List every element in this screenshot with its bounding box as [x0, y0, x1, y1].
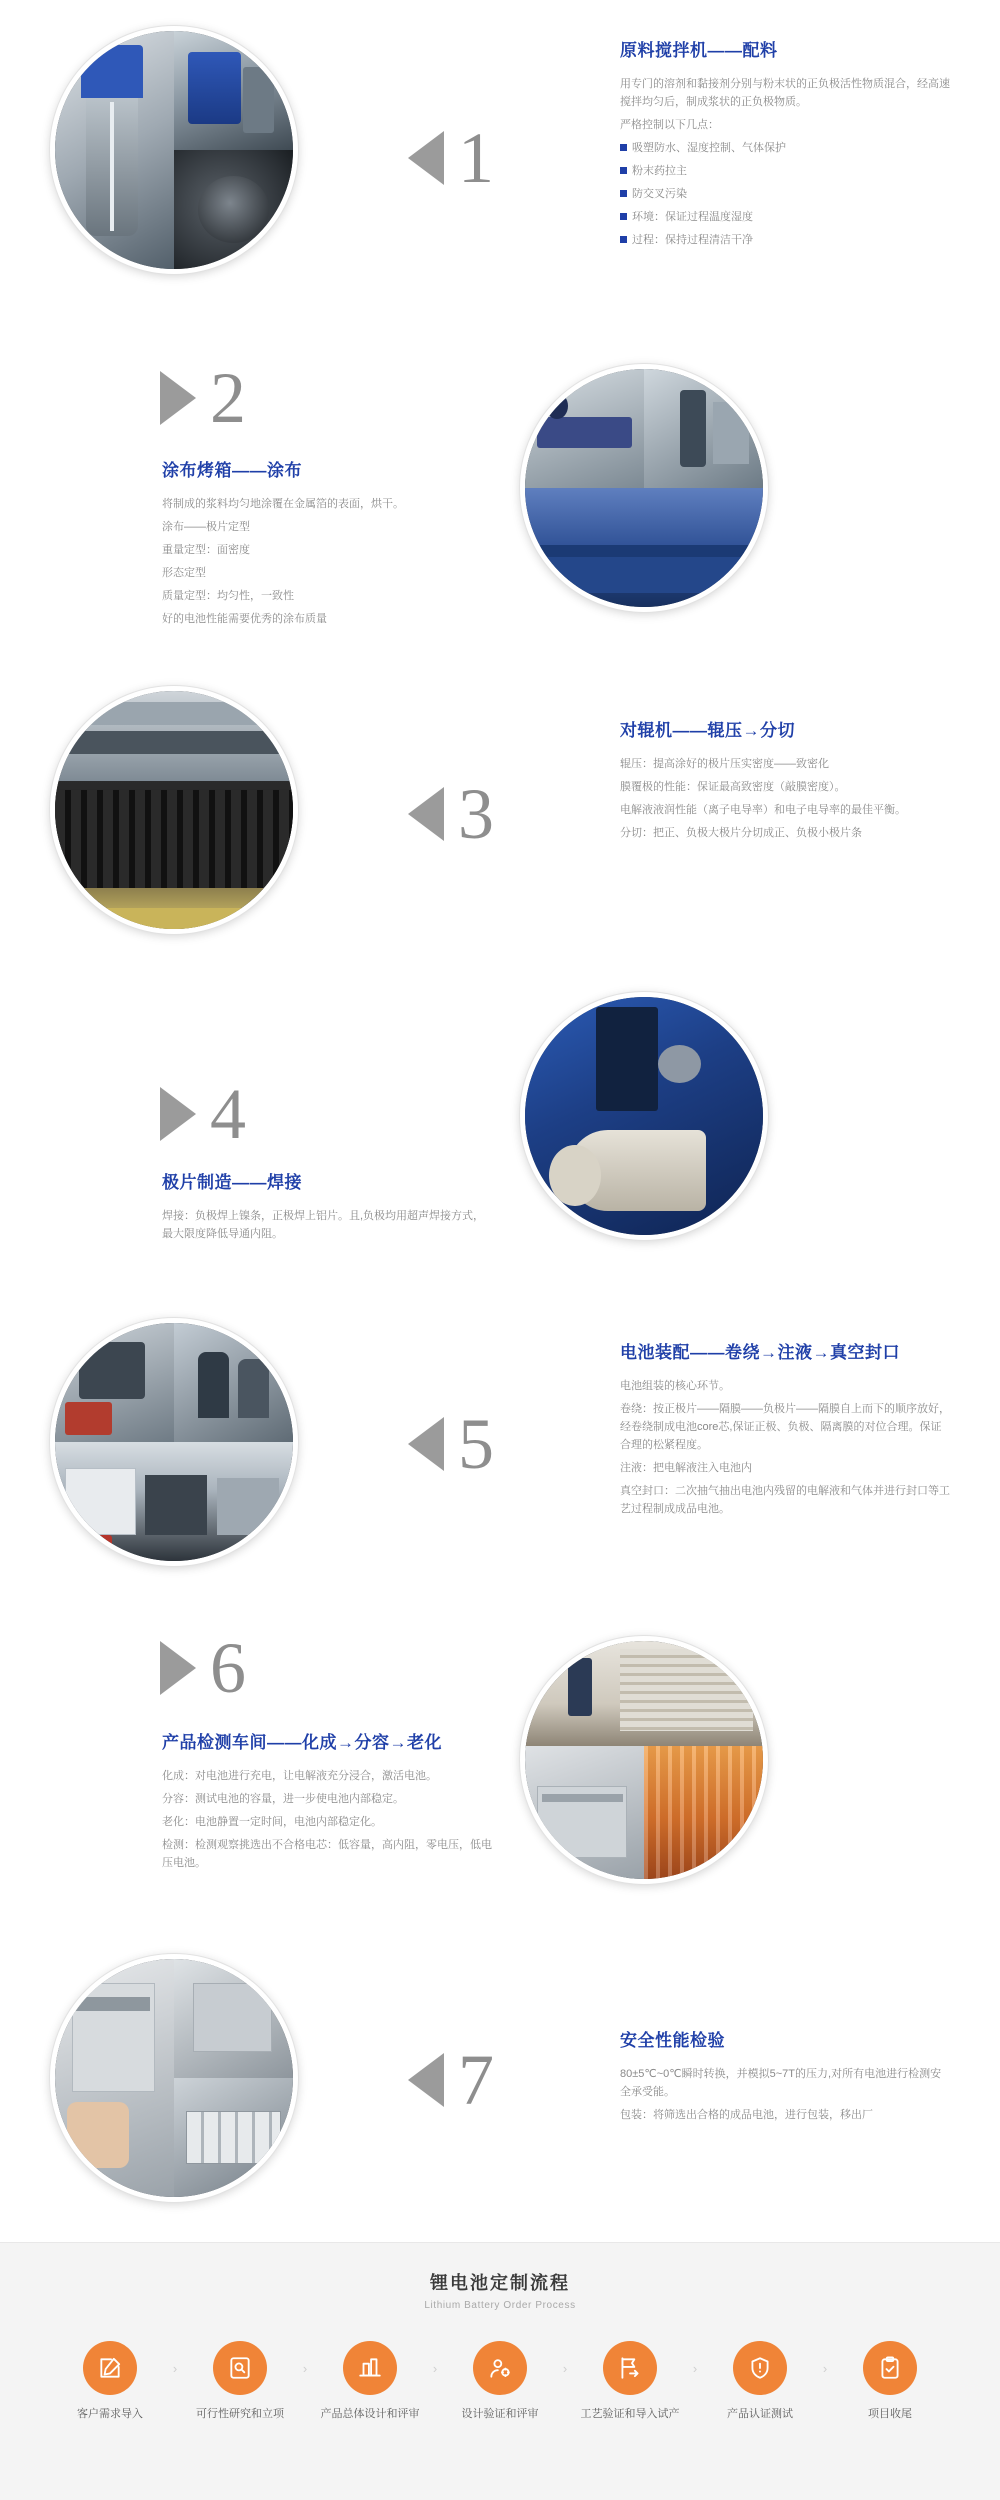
step-7-text — [620, 2026, 950, 2129]
step-1-title: 原料搅拌机——配料 — [620, 41, 778, 60]
flow-item-7[interactable] — [838, 2341, 942, 2422]
export-flag-icon — [603, 2341, 657, 2395]
photo-formation-cabinet — [525, 1641, 763, 1746]
step-7-number: 7 — [458, 2040, 494, 2120]
document-search-icon — [213, 2341, 267, 2395]
flow-item-2[interactable] — [188, 2341, 292, 2422]
bullet-square-icon — [620, 144, 627, 151]
step-5-line-2: 注液：把电解液注入电池内 — [620, 1462, 752, 1474]
arrow-right-icon — [160, 1087, 196, 1141]
step-3-text — [620, 716, 950, 847]
step-7-line-1: 包装：将筛选出合格的成品电池，进行包装，移出厂 — [620, 2109, 873, 2121]
photo-winding-machine — [55, 1323, 174, 1442]
step-1-photo-cluster — [50, 26, 298, 274]
step-1-line-2 — [620, 139, 950, 157]
step-3-title: 对辊机——辊压→分切 — [620, 721, 795, 740]
flow-arrow-2: › — [302, 2361, 308, 2376]
flow-item-3[interactable] — [318, 2341, 422, 2422]
step-2-title: 涂布烤箱——涂布 — [162, 461, 302, 480]
step-2-text — [162, 456, 492, 633]
step-3-number: 3 — [458, 774, 494, 854]
step-5 — [0, 1290, 1000, 1608]
step-6-line-2: 老化：电池静置一定时间，电池内部稳定化。 — [162, 1816, 382, 1828]
photo-ultrasonic-welder — [525, 997, 763, 1235]
flow-arrow-6: › — [822, 2361, 828, 2376]
step-3-line-1: 膜覆极的性能：保证最高致密度（敲膜密度）。 — [620, 781, 846, 793]
step-5-line-0: 电池组装的核心环节。 — [620, 1380, 730, 1392]
bullet-square-icon — [620, 213, 627, 220]
step-7 — [0, 1926, 1000, 2244]
flow-item-6-label: 产品认证测试 — [727, 2408, 793, 2420]
step-4-text — [162, 1168, 492, 1248]
arrow-left-icon — [408, 787, 444, 841]
step-5-line-3: 真空封口：二次抽气抽出电池内残留的电解液和气体并进行封口等工艺过程制成成品电池。 — [620, 1485, 950, 1515]
step-3-line-3: 分切：把正、负极大极片分切成正、负极小极片条 — [620, 827, 862, 839]
step-3-line-0: 辊压：提高涂好的极片压实密度——致密化 — [620, 758, 829, 770]
step-1-line-6 — [620, 231, 950, 249]
photo-testing-workshop — [525, 1746, 644, 1879]
step-6 — [0, 1608, 1000, 1926]
user-settings-icon — [473, 2341, 527, 2395]
step-5-title: 电池装配——卷绕→注液→真空封口 — [620, 1343, 900, 1362]
step-4-marker — [160, 1074, 246, 1154]
step-1 — [0, 18, 1000, 336]
photo-safety-test-chamber — [174, 1959, 293, 2078]
flow-item-5-label: 工艺验证和导入试产 — [580, 2408, 680, 2420]
arrow-right-icon — [160, 1641, 196, 1695]
step-1-line-4 — [620, 185, 950, 203]
flow-item-2-label: 可行性研究和立项 — [196, 2408, 284, 2420]
step-2-line-5: 好的电池性能需要优秀的涂布质量 — [162, 613, 327, 625]
flow-item-7-label: 项目收尾 — [868, 2408, 912, 2420]
process-flow — [0, 2341, 1000, 2422]
step-4-photo-cluster — [520, 992, 768, 1240]
step-4-line-0: 焊接：负极焊上镍条，正极焊上铝片。且,负极均用超声焊接方式，最大限度降低导通内阻。 — [162, 1210, 485, 1240]
step-3-line-2: 电解液液润性能（离子电导率）和电子电导率的最佳平衡。 — [620, 804, 906, 816]
flow-item-4[interactable] — [448, 2341, 552, 2422]
step-6-text — [162, 1728, 492, 1877]
step-1-line-1: 严格控制以下几点： — [620, 119, 719, 131]
photo-battery-test-rack — [55, 1959, 174, 2197]
shield-alert-icon — [733, 2341, 787, 2395]
footer-title-block — [0, 2243, 1000, 2311]
step-5-text — [620, 1338, 950, 1523]
step-2-line-1: 涂布——极片定型 — [162, 521, 250, 533]
flow-arrow-5: › — [692, 2361, 698, 2376]
step-5-number: 5 — [458, 1404, 494, 1484]
step-6-photo-cluster — [520, 1636, 768, 1884]
photo-mixer-bowl-dark — [174, 150, 293, 269]
order-process-footer — [0, 2242, 1000, 2500]
photo-aging-rack-orange — [644, 1746, 763, 1879]
step-6-number: 6 — [210, 1628, 246, 1708]
step-3-photo-cluster — [50, 686, 298, 934]
step-6-marker — [160, 1628, 246, 1708]
clipboard-check-icon — [863, 2341, 917, 2395]
step-1-line-3-label: 粉末药拉主 — [632, 165, 687, 177]
step-7-marker — [408, 2040, 494, 2120]
flow-arrow-4: › — [562, 2361, 568, 2376]
step-1-marker — [408, 118, 494, 198]
arrow-left-icon — [408, 131, 444, 185]
step-7-line-0: 80±5℃~0℃瞬时转换，并模拟5~7T的压力,对所有电池进行检测安全承受能。 — [620, 2068, 942, 2098]
step-1-line-4-label: 防交叉污染 — [632, 188, 687, 200]
arrow-right-icon — [160, 371, 196, 425]
step-6-line-0: 化成：对电池进行充电，让电解液充分浸合，激活电池。 — [162, 1770, 437, 1782]
photo-vacuum-sealing-line — [55, 1442, 293, 1561]
step-5-photo-cluster — [50, 1318, 298, 1566]
flow-item-6[interactable] — [708, 2341, 812, 2422]
bullet-square-icon — [620, 190, 627, 197]
bullet-square-icon — [620, 167, 627, 174]
step-7-title: 安全性能检验 — [620, 2031, 725, 2050]
photo-slitting-rolls — [55, 691, 293, 781]
photo-assembly-workers — [174, 1323, 293, 1442]
photo-mixer-vessel-steel — [55, 31, 174, 269]
photo-coating-oven-blue — [525, 488, 763, 607]
step-4-number: 4 — [210, 1074, 246, 1154]
photo-electrode-foil-strips — [55, 781, 293, 929]
step-1-text — [620, 36, 950, 254]
step-4-title: 极片制造——焊接 — [162, 1173, 302, 1192]
step-1-line-5-label: 环境：保证过程温度湿度 — [632, 211, 753, 223]
step-2-line-2: 重量定型：面密度 — [162, 544, 250, 556]
step-2-line-4: 质量定型：均匀性，一致性 — [162, 590, 294, 602]
flow-item-3-label: 产品总体设计和评审 — [320, 2408, 420, 2420]
blueprint-icon — [343, 2341, 397, 2395]
step-2-photo-cluster — [520, 364, 768, 612]
step-2-line-3: 形态定型 — [162, 567, 206, 579]
flow-item-1[interactable] — [58, 2341, 162, 2422]
arrow-left-icon — [408, 1417, 444, 1471]
step-2-number: 2 — [210, 358, 246, 438]
step-2-line-0: 将制成的浆料均匀地涂覆在金属箔的表面，烘干。 — [162, 498, 404, 510]
step-6-title: 产品检测车间——化成→分容→老化 — [162, 1733, 442, 1752]
flow-item-1-label: 客户需求导入 — [77, 2408, 143, 2420]
step-1-line-6-label: 过程：保持过程清洁干净 — [632, 234, 753, 246]
flow-item-5[interactable] — [578, 2341, 682, 2422]
step-6-line-1: 分容：测试电池的容量，进一步使电池内部稳定。 — [162, 1793, 404, 1805]
step-1-line-5 — [620, 208, 950, 226]
photo-mixer-tank-blue — [174, 31, 293, 150]
step-2 — [0, 336, 1000, 654]
step-7-photo-cluster — [50, 1954, 298, 2202]
step-3 — [0, 654, 1000, 972]
bullet-square-icon — [620, 236, 627, 243]
step-6-line-3: 检测：检测观察挑选出不合格电芯：低容量，高内阻，零电压，低电压电池。 — [162, 1839, 492, 1869]
step-5-marker — [408, 1404, 494, 1484]
step-1-line-2-label: 吸塑防水、湿度控制、气体保护 — [632, 142, 786, 154]
flow-arrow-3: › — [432, 2361, 438, 2376]
step-1-number: 1 — [458, 118, 494, 198]
photo-battery-packs-tray — [174, 2078, 293, 2197]
photo-coating-machine-roller — [525, 369, 644, 488]
step-2-marker — [160, 358, 246, 438]
flow-item-4-label: 设计验证和评审 — [461, 2408, 539, 2420]
step-5-line-1: 卷绕：按正极片——隔膜——负极片——隔膜自上而下的顺序放好，经卷绕制成电池core芯,保证正极、负极、隔离膜的对位合理。保证合理的松紧程度。 — [620, 1403, 950, 1451]
photo-coating-line-operator — [644, 369, 763, 488]
pencil-edit-icon — [83, 2341, 137, 2395]
arrow-left-icon — [408, 2053, 444, 2107]
step-4 — [0, 972, 1000, 1290]
step-1-line-3 — [620, 162, 950, 180]
step-1-line-0: 用专门的溶剂和黏接剂分别与粉末状的正负极活性物质混合，经高速搅拌均匀后，制成浆状的正负极物质。 — [620, 78, 950, 108]
step-3-marker — [408, 774, 494, 854]
flow-arrow-1: › — [172, 2361, 178, 2376]
footer-title-en: Lithium Battery Order Process — [424, 2300, 576, 2311]
footer-title-cn: 锂电池定制流程 — [430, 2273, 570, 2293]
